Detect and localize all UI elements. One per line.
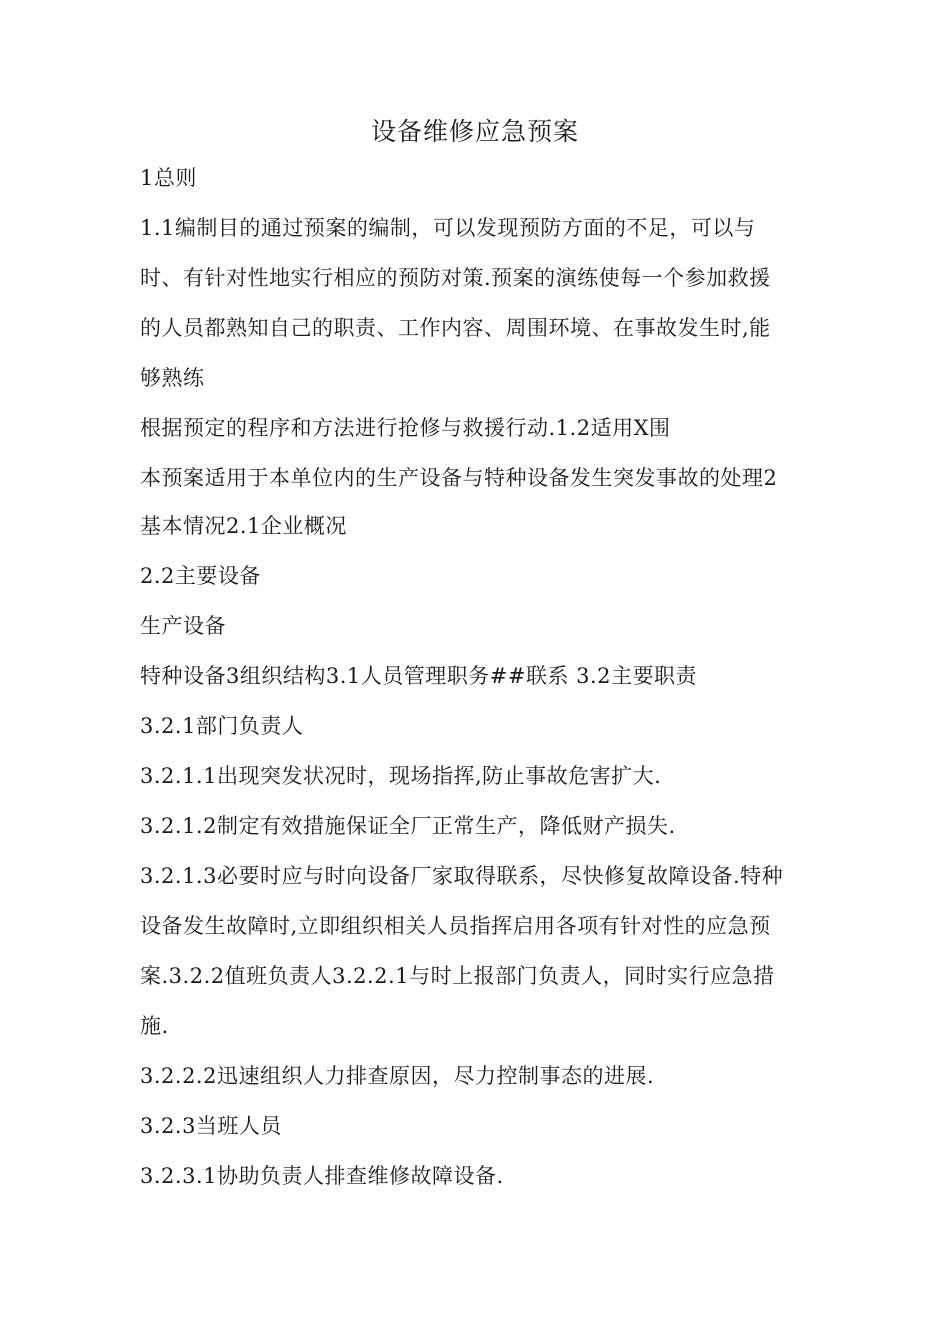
paragraph-line: 的人员都熟知自己的职责、工作内容、周围环境、在事故发生时,能: [140, 316, 771, 340]
paragraph-line: 本预案适用于本单位内的生产设备与特种设备发生突发事故的处理2: [140, 466, 778, 490]
paragraph-line: 3.2.1.2制定有效措施保证全厂正常生产，降低财产损失.: [140, 814, 676, 838]
paragraph-line: 基本情况2.1企业概况: [140, 514, 347, 538]
paragraph-line: 3.2.2.2迅速组织人力排查原因，尽力控制事态的进展.: [140, 1064, 655, 1088]
paragraph-line: 特种设备3组织结构3.1人员管理职务##联系 3.2主要职责: [140, 664, 698, 688]
paragraph-line: 生产设备: [140, 614, 226, 638]
paragraph-line: 1.1编制目的通过预案的编制，可以发现预防方面的不足，可以与: [140, 216, 756, 240]
paragraph-line: 够熟练: [140, 366, 205, 390]
paragraph-line: 3.2.3.1协助负责人排查维修故障设备.: [140, 1164, 504, 1188]
section-heading-general: 1总则: [140, 166, 197, 190]
paragraph-line: 施.: [140, 1014, 169, 1038]
paragraph-line: 根据预定的程序和方法进行抢修与救援行动.1.2适用X围: [140, 416, 671, 440]
paragraph-line: 3.2.1.3必要时应与时向设备厂家取得联系，尽快修复故障设备.特种: [140, 864, 784, 888]
section-heading-main-equipment: 2.2主要设备: [140, 564, 261, 588]
paragraph-line: 时、有针对性地实行相应的预防对策.预案的演练使每一个参加救援: [140, 266, 771, 290]
document-title: 设备维修应急预案: [370, 117, 579, 146]
paragraph-line: 设备发生故障时,立即组织相关人员指挥启用各项有针对性的应急预: [140, 914, 771, 938]
paragraph-line: 案.3.2.2值班负责人3.2.2.1与时上报部门负责人，同时实行应急措: [140, 964, 775, 988]
section-heading-on-duty-staff: 3.2.3当班人员: [140, 1114, 282, 1138]
section-heading-department-head: 3.2.1部门负责人: [140, 714, 304, 738]
paragraph-line: 3.2.1.1出现突发状况时，现场指挥,防止事故危害扩大.: [140, 764, 662, 788]
